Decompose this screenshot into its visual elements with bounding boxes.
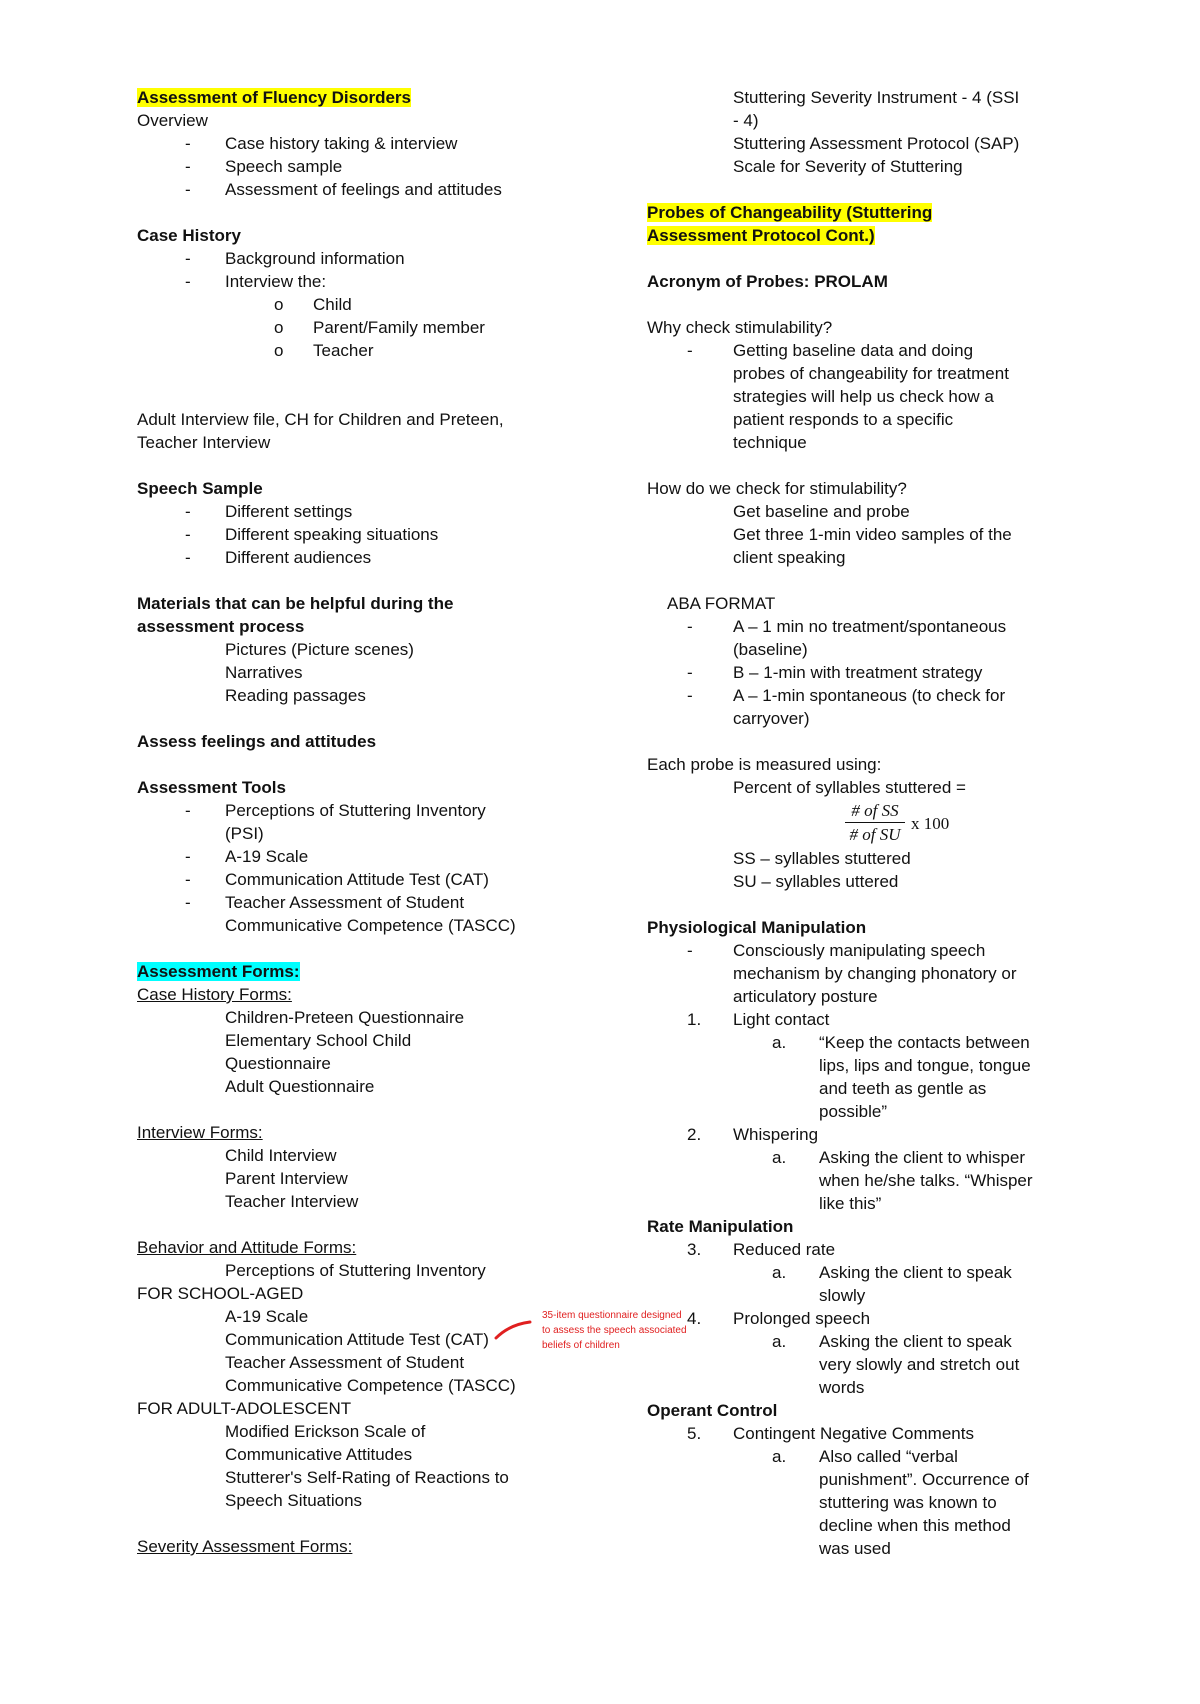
formula-numerator: # of SS bbox=[851, 801, 899, 820]
numbered-item: 4. Prolonged speech bbox=[687, 1309, 871, 1328]
percent-formula bbox=[845, 799, 1087, 847]
interview-note: Adult Interview file, CH for Children and Preteen, bbox=[137, 410, 504, 429]
behavior-forms-label: Behavior and Attitude Forms: bbox=[137, 1238, 357, 1257]
case-history-forms-label: Case History Forms: bbox=[137, 985, 292, 1004]
forms-heading: Assessment Forms: bbox=[137, 962, 300, 981]
list-item: - Perceptions of Stuttering Inventory (PSI) bbox=[185, 801, 486, 843]
sub-list-item: o Teacher bbox=[274, 341, 374, 360]
why-label: Why check stimulability? bbox=[647, 318, 833, 337]
list-item: A-19 Scale bbox=[225, 1307, 309, 1326]
formula-multiplier: x 100 bbox=[911, 814, 950, 833]
list-item: Communicative Competence (TASCC) bbox=[225, 1376, 516, 1395]
list-item: Modified Erickson Scale of bbox=[225, 1422, 426, 1441]
list-item: - A – 1-min spontaneous (to check for carryover) bbox=[687, 686, 1006, 728]
list-item: Adult Questionnaire bbox=[225, 1077, 375, 1096]
physio-heading: Physiological Manipulation bbox=[647, 918, 867, 937]
list-item: Stuttering Assessment Protocol (SAP) bbox=[733, 134, 1020, 153]
list-item: Stutterer's Self-Rating of Reactions to bbox=[225, 1468, 509, 1487]
sub-list-item: a. “Keep the contacts between lips, lips and tongue, tongue and teeth as gentle as possible” bbox=[772, 1033, 1031, 1121]
list-item: Speech Situations bbox=[225, 1491, 363, 1510]
sub-list-item: a. Asking the client to speak very slowly and stretch out words bbox=[772, 1332, 1020, 1397]
aba-label: ABA FORMAT bbox=[667, 594, 776, 613]
list-item: - Consciously manipulating speech mechanism by changing phonatory or articulatory posture bbox=[687, 941, 1017, 1006]
list-item: - Different settings bbox=[185, 502, 353, 521]
severity-forms-label: Severity Assessment Forms: bbox=[137, 1537, 353, 1556]
list-item: - Communication Attitude Test (CAT) bbox=[185, 870, 489, 889]
list-item: Perceptions of Stuttering Inventory bbox=[225, 1261, 486, 1280]
list-item: - 4) bbox=[733, 111, 759, 130]
materials-heading: assessment process bbox=[137, 617, 305, 636]
probes-heading: Probes of Changeability (Stuttering bbox=[647, 203, 933, 222]
interview-forms-label: Interview Forms: bbox=[137, 1123, 263, 1142]
list-item: Parent Interview bbox=[225, 1169, 348, 1188]
list-item: Reading passages bbox=[225, 686, 366, 705]
list-item: Teacher Assessment of Student bbox=[225, 1353, 465, 1372]
list-item: - Different speaking situations bbox=[185, 525, 439, 544]
annotation-arrow-icon bbox=[494, 1318, 534, 1340]
sub-list-item: a. Also called “verbal punishment”. Occurrence of stuttering was known to decline when this method was used bbox=[772, 1447, 1029, 1558]
case-history-heading: Case History bbox=[137, 226, 241, 245]
list-item: - A – 1 min no treatment/spontaneous (baseline) bbox=[687, 617, 1007, 659]
list-item: - Speech sample bbox=[185, 157, 343, 176]
sub-list-item: o Child bbox=[274, 295, 352, 314]
operant-heading: Operant Control bbox=[647, 1401, 778, 1420]
list-item: Questionnaire bbox=[225, 1054, 331, 1073]
interview-note: Teacher Interview bbox=[137, 433, 271, 452]
list-item: - Different audiences bbox=[185, 548, 372, 567]
list-item: Children-Preteen Questionnaire bbox=[225, 1008, 465, 1027]
list-item: Pictures (Picture scenes) bbox=[225, 640, 414, 659]
formula-denominator: # of SU bbox=[849, 825, 901, 844]
list-item: - B – 1-min with treatment strategy bbox=[687, 663, 983, 682]
sub-list-item: o Parent/Family member bbox=[274, 318, 485, 337]
school-aged-label: FOR SCHOOL-AGED bbox=[137, 1284, 304, 1303]
acronym-heading: Acronym of Probes: PROLAM bbox=[647, 272, 888, 291]
assess-feelings-heading: Assess feelings and attitudes bbox=[137, 732, 377, 751]
numbered-item: 3. Reduced rate bbox=[687, 1240, 836, 1259]
right-column bbox=[647, 86, 1087, 1560]
handwritten-annotation: 35-item questionnaire designed to assess the speech associated beliefs of children bbox=[542, 1310, 687, 1351]
list-item: Elementary School Child bbox=[225, 1031, 412, 1050]
how-label: How do we check for stimulability? bbox=[647, 479, 907, 498]
document-title: Assessment of Fluency Disorders bbox=[137, 88, 411, 107]
list-item: Narratives bbox=[225, 663, 303, 682]
adult-label: FOR ADULT-ADOLESCENT bbox=[137, 1399, 352, 1418]
list-item: - Background information bbox=[185, 249, 405, 268]
probes-heading: Assessment Protocol Cont.) bbox=[647, 226, 875, 245]
list-item: - Interview the: bbox=[185, 272, 327, 291]
numbered-item: 2. Whispering bbox=[687, 1125, 819, 1144]
speech-sample-heading: Speech Sample bbox=[137, 479, 263, 498]
overview-label: Overview bbox=[137, 111, 208, 130]
list-item: Communicative Attitudes bbox=[225, 1445, 413, 1464]
list-item: - Getting baseline data and doing probes of changeability for treatment strategies will help us check how a patient responds to a specific technique bbox=[687, 341, 1009, 452]
measured-label: Each probe is measured using: bbox=[647, 755, 882, 774]
list-item: - Case history taking & interview bbox=[185, 134, 458, 153]
sub-list-item: a. Asking the client to speak slowly bbox=[772, 1263, 1012, 1305]
list-item: Get three 1-min video samples of the bbox=[733, 525, 1012, 544]
list-item: - A-19 Scale bbox=[185, 847, 309, 866]
materials-heading: Materials that can be helpful during the bbox=[137, 594, 454, 613]
list-item: Communication Attitude Test (CAT) bbox=[225, 1330, 489, 1349]
list-item: Get baseline and probe bbox=[733, 502, 910, 521]
list-item: Child Interview bbox=[225, 1146, 337, 1165]
percent-label: Percent of syllables stuttered = bbox=[733, 778, 966, 797]
rate-heading: Rate Manipulation bbox=[647, 1217, 794, 1236]
numbered-item: 5. Contingent Negative Comments bbox=[687, 1424, 974, 1443]
list-item: client speaking bbox=[733, 548, 846, 567]
sub-list-item: a. Asking the client to whisper when he/she talks. “Whisper like this” bbox=[772, 1148, 1033, 1213]
ss-definition: SS – syllables stuttered bbox=[733, 849, 911, 868]
numbered-item: 1. Light contact bbox=[687, 1010, 830, 1029]
tools-heading: Assessment Tools bbox=[137, 778, 286, 797]
list-item: - Teacher Assessment of Student Communicative Competence (TASCC) bbox=[185, 893, 516, 935]
list-item: Scale for Severity of Stuttering bbox=[733, 157, 963, 176]
list-item: Teacher Interview bbox=[225, 1192, 359, 1211]
su-definition: SU – syllables uttered bbox=[733, 872, 899, 891]
list-item: - Assessment of feelings and attitudes bbox=[185, 180, 502, 199]
list-item: Stuttering Severity Instrument - 4 (SSI bbox=[733, 88, 1020, 107]
